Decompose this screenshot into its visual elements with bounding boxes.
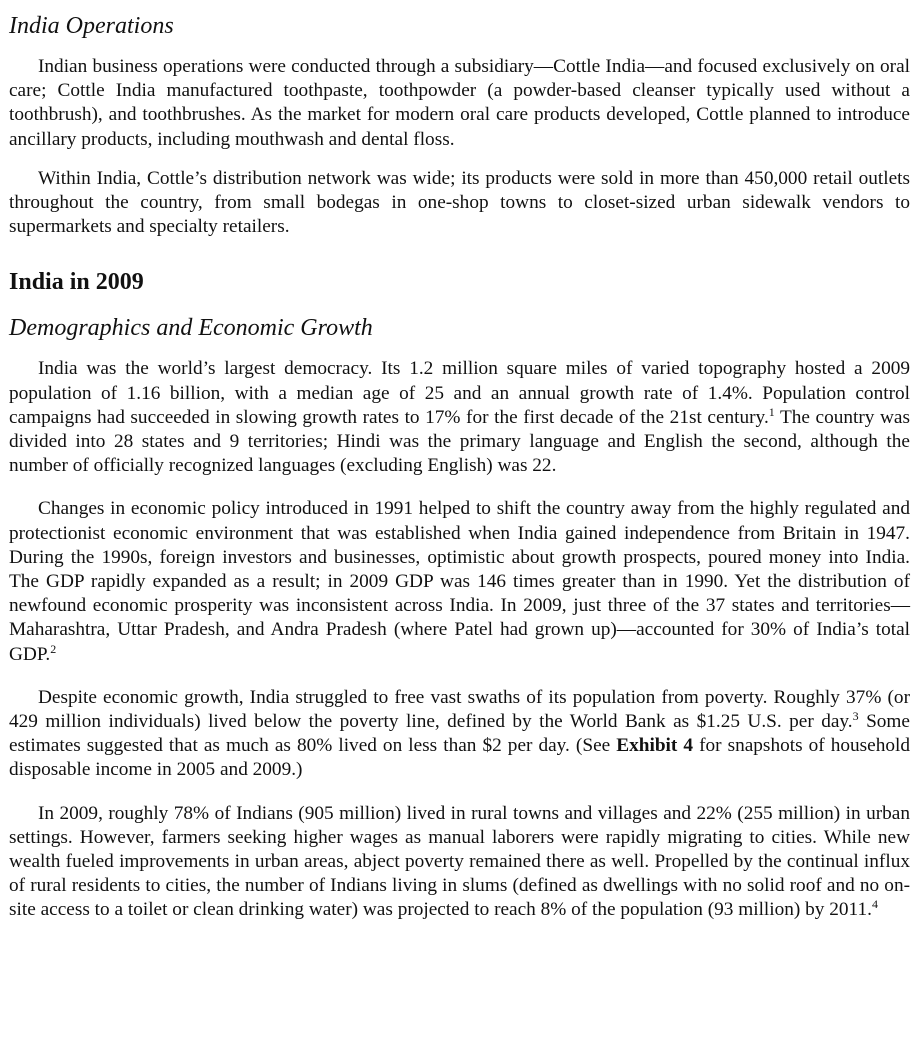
footnote-marker: 2	[50, 641, 57, 656]
paragraph-text: Changes in economic policy introduced in 1991 helped to shift the country away from the highly regulated and protectionist economic environment that was established when India gained independence from Britain in 1947. During the 1990s, foreign investors and businesses, optimistic about growth prospects, poured money into India. The GDP rapidly expanded as a result; in 2009 GDP was 146 times greater than in 1990. Yet the distribution of newfound economic prosperity was inconsistent across India. In 2009, just three of the 37 states and territories—Maharashtra, Uttar Pradesh, and Andra Pradesh (where Patel had grown up)—accounted for 30% of India’s total GDP.	[9, 498, 910, 665]
paragraph-text: India was the world’s largest democracy. Its 1.2 million square miles of varied topography hosted a 2009 population of 1.16 billion, with a median age of 25 and an annual growth rate of 1.4%. Population control campaigns had succeeded in slowing growth rates to 17% for the first decade of the 21st century.	[9, 358, 910, 428]
operations-paragraph-1: Indian business operations were conducted through a subsidiary—Cottle India—and focused exclusively on oral care; Cottle India manufactured toothpaste, toothpowder (a powder-based cleanser typically used without a toothbrush), and toothbrushes. As the market for modern oral care products developed, Cottle planned to introduce ancillary products, including mouthwash and dental floss.	[9, 56, 910, 150]
india-operations-heading: India Operations	[9, 13, 174, 39]
paragraph-text: The country was divided into 28 states and 9 territories; Hindi was the primary language and English the second, although the number of officially recognized languages (excluding English) was 22.	[9, 406, 910, 477]
paragraph-text: Some estimates suggested that as much as 80% lived on less than $2 per day. (See	[9, 711, 910, 757]
footnote-marker: 1	[768, 404, 775, 419]
operations-paragraph-2: Within India, Cottle’s distribution network was wide; its products were sold in more than 450,000 retail outlets throughout the country, from small bodegas in one-shop towns to closet-sized urban sidewalk vendors to supermarkets and specialty retailers.	[9, 167, 910, 238]
footnote-marker: 3	[852, 709, 859, 724]
paragraph-text: for snapshots of household disposable income in 2005 and 2009.)	[9, 735, 910, 781]
demographics-subheading: Demographics and Economic Growth	[9, 315, 373, 342]
paragraph-text: Despite economic growth, India struggled to free vast swaths of its population from poverty. Roughly 37% (or 429 million individuals) lived below the poverty line, defined by the World Bank as $1.25 U.S. per day.	[9, 686, 910, 733]
demographics-paragraph-4	[9, 802, 910, 923]
india-2009-heading: India in 2009	[9, 269, 144, 296]
footnote-marker: 4	[871, 897, 878, 912]
demographics-paragraph-1	[9, 357, 910, 478]
paragraph-text: In 2009, roughly 78% of Indians (905 million) lived in rural towns and villages and 22% (255 million) in urban settings. However, farmers seeking higher wages as manual laborers were rapidly migrating to cities. While new wealth fueled improvements in urban areas, abject poverty remained there as well. Propelled by the continual influx of rural residents to cities, the number of Indians living in slums (defined as dwellings with no solid roof and no on-site access to a toilet or clean drinking water) was projected to reach 8% of the population (93 million) by 2011.	[9, 802, 910, 921]
demographics-paragraph-3	[9, 686, 910, 783]
demographics-paragraph-2	[9, 497, 910, 666]
exhibit-reference: Exhibit 4	[616, 735, 694, 757]
